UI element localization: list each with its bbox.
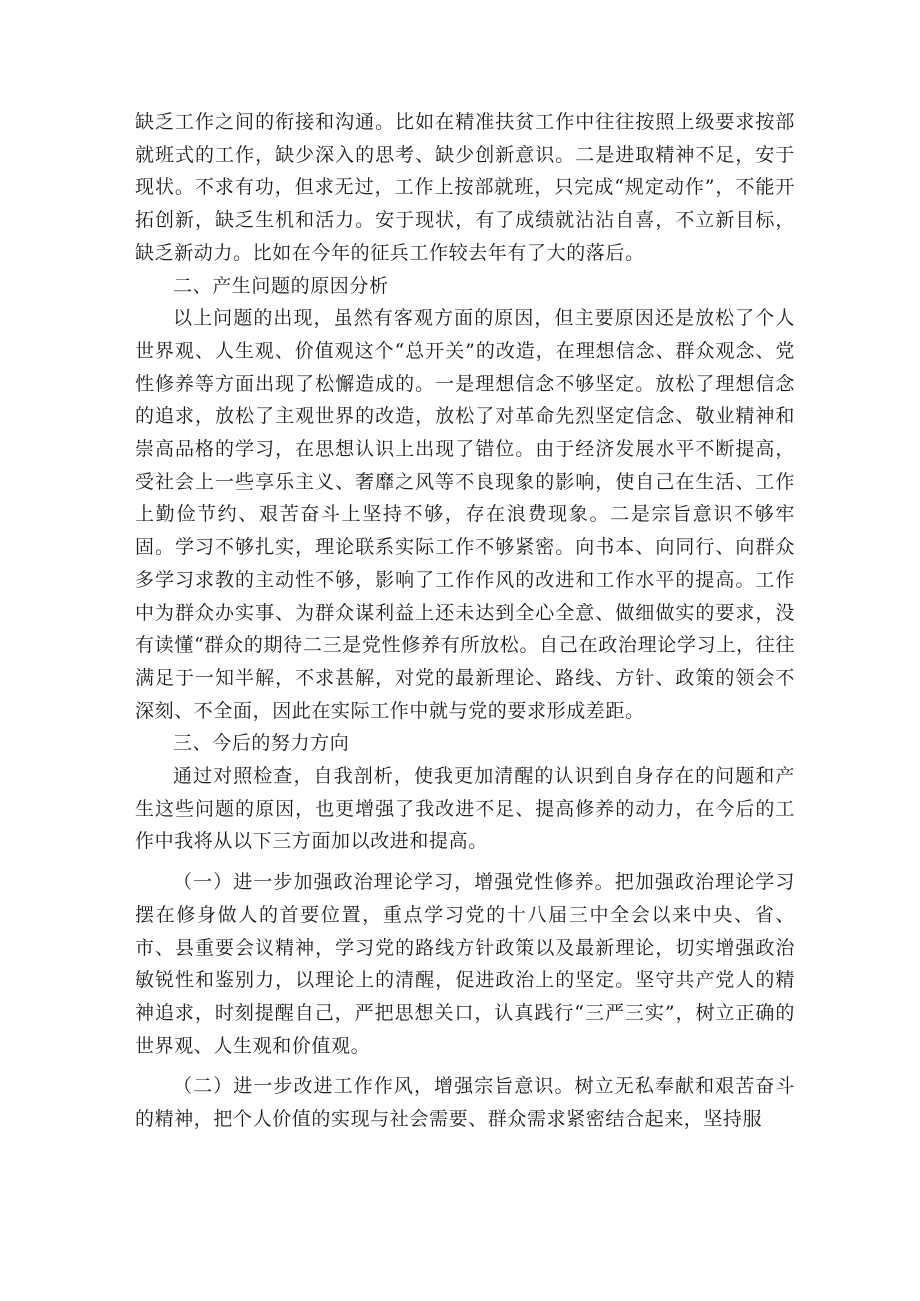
section-heading-causes: 二、产生问题的原因分析 — [173, 274, 389, 297]
paragraph-item-one: （一）进一步加强政治理论学习，增强党性修养。把加强政治理论学习摆在修身做人的首要位置，重点学习党的十八届三中全会以来中央、省、市、县重要会议精神，学习党的路线方针政策以及最新理论，切实增强政治敏锐性和鉴别力，以理论上的清醒，促进政治上的坚定。坚守共产党人的精神追求，时刻提醒自己，严把思想关口，认真践行“三严三实”，树立正确的世界观、人生观和价值观。 — [135, 871, 795, 1057]
paragraph-continued: 缺乏工作之间的衔接和沟通。比如在精准扶贫工作中往往按照上级要求按部就班式的工作，缺少深入的思考、缺少创新意识。二是进取精神不足，安于现状。不求有功，但求无过，工作上按部就班，只完成“规定动作”，不能开拓创新，缺乏生机和活力。安于现状，有了成绩就沾沾自喜，不立新目标，缺乏新动力。比如在今年的征兵工作较去年有了大的落后。 — [135, 111, 795, 264]
section-heading-directions: 三、今后的努力方向 — [173, 732, 350, 755]
paragraph-item-two: （二）进一步改进工作作风，增强宗旨意识。树立无私奉献和艰苦奋斗的精神，把个人价值的实现与社会需要、群众需求紧密结合起来，坚持服 — [135, 1075, 795, 1131]
document-body — [135, 106, 795, 1136]
paragraph-directions-intro: 通过对照检查，自我剖析，使我更加清醒的认识到自身存在的问题和产生这些问题的原因，也更增强了我改进不足、提高修养的动力，在今后的工作中我将从以下三方面加以改进和提高。 — [135, 765, 795, 853]
paragraph-causes: 以上问题的出现，虽然有客观方面的原因，但主要原因还是放松了个人世界观、人生观、价值观这个“总开关”的改造，在理想信念、群众观念、党性修养等方面出现了松懈造成的。一是理想信念不够坚定。放松了理想信念的追求，放松了主观世界的改造，放松了对革命先烈坚定信念、敬业精神和崇高品格的学习，在思想认识上出现了错位。由于经济发展水平不断提高，受社会上一些享乐主义、奢靡之风等不良现象的影响，使自己在生活、工作上勤俭节约、艰苦奋斗上坚持不够，存在浪费现象。二是宗旨意识不够牢固。学习不够扎实，理论联系实际工作不够紧密。向书本、向同行、向群众多学习求教的主动性不够，影响了工作作风的改进和工作水平的提高。工作中为群众办实事、为群众谋利益上还未达到全心全意、做细做实的要求，没有读懂“群众的期待二三是党性修养有所放松。自己在政治理论学习上，往往满足于一知半解，不求甚解，对党的最新理论、路线、方针、政策的领会不深刻、不全面，因此在实际工作中就与党的要求形成差距。 — [135, 307, 795, 722]
